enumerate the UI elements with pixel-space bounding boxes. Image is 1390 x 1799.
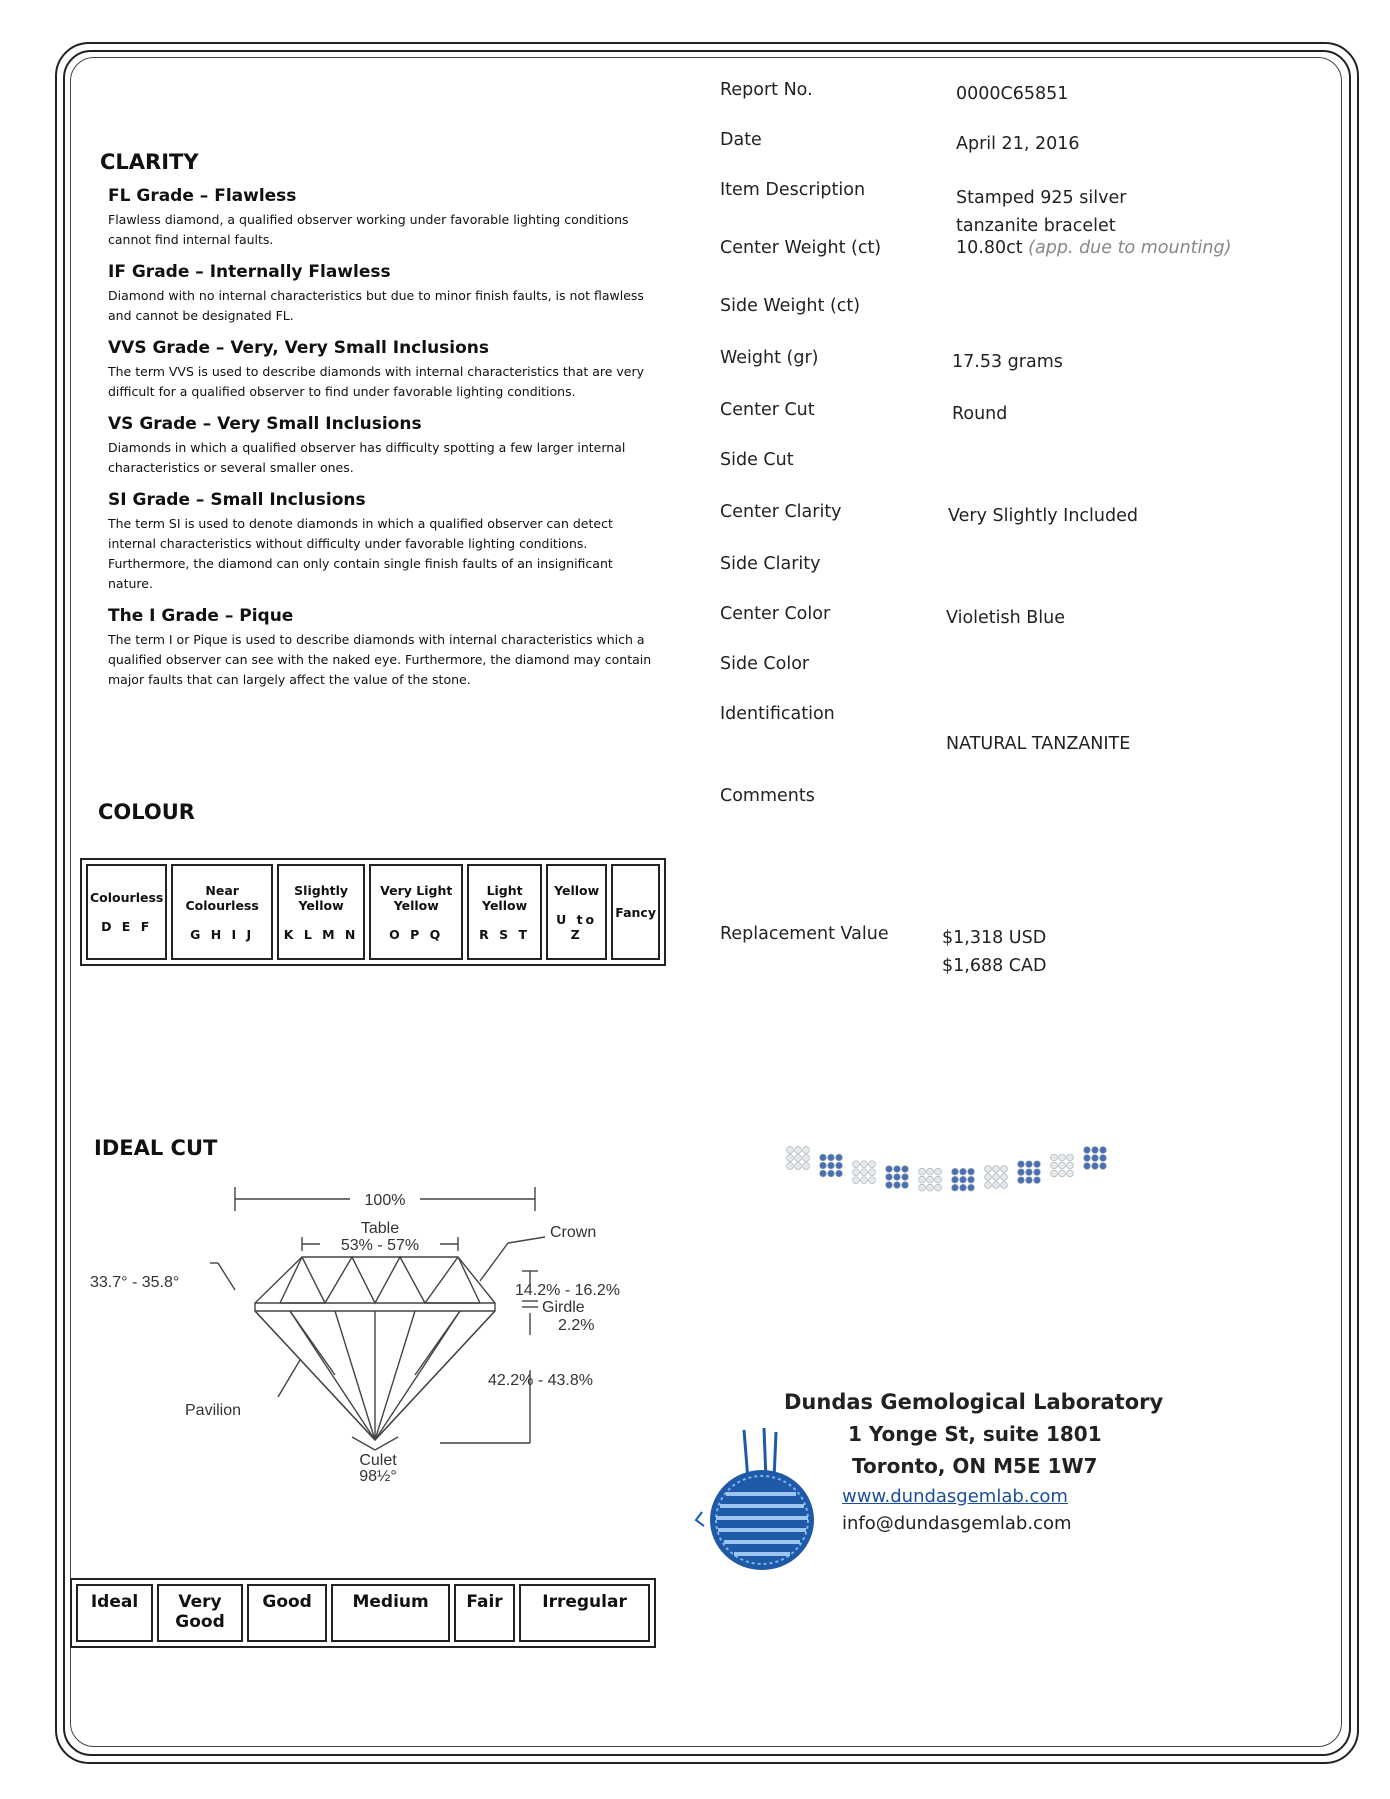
table-label: Table	[360, 1220, 400, 1237]
bracelet-stone	[919, 1168, 926, 1175]
bracelet-stone	[968, 1176, 975, 1183]
bracelet-stone	[952, 1184, 959, 1191]
bracelet-stone	[1034, 1177, 1041, 1184]
bracelet-stone	[985, 1182, 992, 1189]
bracelet-stone	[1067, 1154, 1074, 1161]
colour-code: K L M N	[283, 926, 359, 942]
field-value-line2: $1,688 CAD	[942, 956, 1047, 976]
bracelet-stone	[968, 1168, 975, 1175]
crown-height-label: 14.2% - 16.2%	[515, 1282, 620, 1299]
bracelet-stone	[985, 1166, 992, 1173]
field-value: Violetish Blue	[946, 608, 1066, 628]
bracelet-stone	[1051, 1162, 1058, 1169]
cut-grade-cell: Ideal	[76, 1584, 153, 1642]
bracelet-stone	[1059, 1162, 1066, 1169]
colour-code: G H I J	[190, 926, 255, 942]
bracelet-stone	[1001, 1182, 1008, 1189]
bracelet-stone	[869, 1177, 876, 1184]
bracelet-stone	[935, 1176, 942, 1183]
field-value: 10.80ct	[956, 238, 1023, 258]
bracelet-photo	[780, 1120, 1120, 1240]
total-width-label: 100%	[364, 1192, 406, 1209]
bracelet-stone	[886, 1174, 893, 1181]
clarity-grade	[100, 414, 660, 478]
field-label: Center Clarity	[720, 502, 842, 522]
cut-grade-table	[70, 1578, 656, 1648]
bracelet-stone	[803, 1147, 810, 1154]
bracelet-stone	[1084, 1163, 1091, 1170]
grade-heading: VS Grade – Very Small Inclusions	[108, 414, 422, 434]
field-label: Side Weight (ct)	[720, 296, 861, 316]
bracelet-stone	[960, 1168, 967, 1175]
bracelet-stone	[1034, 1161, 1041, 1168]
bracelet-stone	[869, 1161, 876, 1168]
bracelet-stone	[1084, 1147, 1091, 1154]
colour-cell	[86, 864, 167, 960]
bracelet-stone	[927, 1168, 934, 1175]
field-label: Identification	[720, 704, 835, 724]
bracelet-stone	[1018, 1177, 1025, 1184]
bracelet-stone	[861, 1169, 868, 1176]
bracelet-stone	[935, 1168, 942, 1175]
field-value: NATURAL TANZANITE	[946, 734, 1131, 754]
bracelet-stone	[795, 1155, 802, 1162]
field-note: (app. due to mounting)	[1028, 238, 1232, 258]
girdle-value-label: 2.2%	[558, 1317, 595, 1334]
lab-email: info@dundasgemlab.com	[842, 1513, 1072, 1534]
colour-name: Fancy	[615, 904, 656, 920]
colour-cell	[467, 864, 542, 960]
bracelet-stone	[836, 1170, 843, 1177]
bracelet-stone	[902, 1174, 909, 1181]
field-label: Replacement Value	[720, 924, 889, 944]
field-label: Center Cut	[720, 400, 815, 420]
bracelet-stone	[1018, 1161, 1025, 1168]
colour-cell	[277, 864, 365, 960]
bracelet-stone	[1067, 1162, 1074, 1169]
bracelet-stone	[1100, 1155, 1107, 1162]
bracelet-stone	[927, 1184, 934, 1191]
clarity-grade	[100, 338, 660, 402]
bracelet-stone	[1092, 1155, 1099, 1162]
bracelet-stone	[853, 1169, 860, 1176]
bracelet-stone	[886, 1182, 893, 1189]
field-label: Side Clarity	[720, 554, 821, 574]
ideal-cut-title: IDEAL CUT	[94, 1136, 218, 1160]
bracelet-stone	[919, 1176, 926, 1183]
field-value-line2: tanzanite bracelet	[956, 216, 1116, 236]
field-label: Side Color	[720, 654, 810, 674]
bracelet-stone	[1001, 1174, 1008, 1181]
bracelet-stone	[902, 1166, 909, 1173]
culet-label: Culet	[359, 1452, 397, 1469]
clarity-grade	[100, 262, 660, 326]
bracelet-stone	[795, 1147, 802, 1154]
girdle-label: Girdle	[542, 1299, 585, 1316]
pavilion-depth-label: 42.2% - 43.8%	[488, 1372, 593, 1389]
lab-address-line2: Toronto, ON M5E 1W7	[852, 1454, 1098, 1478]
bracelet-stone	[985, 1174, 992, 1181]
crown-label: Crown	[550, 1224, 597, 1241]
bracelet-stone	[960, 1184, 967, 1191]
bracelet-stone	[993, 1182, 1000, 1189]
bracelet-stone	[1084, 1155, 1091, 1162]
bracelet-stone	[1026, 1177, 1033, 1184]
bracelet-stone	[1092, 1163, 1099, 1170]
lab-name: Dundas Gemological Laboratory	[784, 1390, 1164, 1414]
bracelet-stone	[993, 1174, 1000, 1181]
field-label: Report No.	[720, 80, 813, 100]
clarity-title: CLARITY	[100, 150, 199, 174]
bracelet-stone	[1092, 1147, 1099, 1154]
bracelet-stone	[853, 1161, 860, 1168]
bracelet-stone	[1059, 1154, 1066, 1161]
bracelet-stone	[1059, 1170, 1066, 1177]
crown-angle-label: 33.7° - 35.8°	[90, 1274, 180, 1291]
grade-description: The term SI is used to denote diamonds in which a qualified observer can detect internal characteristics without difficulty under favorable lighting conditions. Furthermore, the diamond can only contain single finish faults of an insignificant nature.	[108, 516, 613, 591]
pavilion-label: Pavilion	[185, 1402, 242, 1419]
colour-cell	[369, 864, 463, 960]
colour-code: D E F	[101, 919, 153, 934]
grade-heading: FL Grade – Flawless	[108, 186, 297, 206]
bracelet-stone	[828, 1162, 835, 1169]
bracelet-stone	[820, 1162, 827, 1169]
colour-name: Light Yellow	[482, 882, 528, 913]
colour-code: R S T	[479, 926, 531, 942]
table-range-label: 53% - 57%	[340, 1237, 420, 1254]
field-label: Center Weight (ct)	[720, 238, 882, 258]
cut-grade-cell: Medium	[331, 1584, 450, 1642]
bracelet-stone	[795, 1163, 802, 1170]
bracelet-stone	[803, 1155, 810, 1162]
cut-grade-cell: Fair	[454, 1584, 515, 1642]
bracelet-stone	[1051, 1154, 1058, 1161]
cut-grade-cell: Very Good	[157, 1584, 243, 1642]
bracelet-stone	[1100, 1147, 1107, 1154]
bracelet-stone	[968, 1184, 975, 1191]
culet-value-label: 98½°	[359, 1468, 397, 1485]
bracelet-stone	[1026, 1161, 1033, 1168]
colour-cell	[611, 864, 660, 960]
clarity-grade	[100, 186, 660, 250]
bracelet-stone	[1001, 1166, 1008, 1173]
field-label: Item Description	[720, 180, 866, 200]
clarity-section	[100, 150, 660, 690]
grade-heading: The I Grade – Pique	[108, 606, 294, 626]
grade-heading: VVS Grade – Very, Very Small Inclusions	[108, 338, 490, 358]
bracelet-stone	[853, 1177, 860, 1184]
clarity-grade	[100, 490, 660, 594]
bracelet-stone	[820, 1154, 827, 1161]
colour-cell	[546, 864, 607, 960]
colour-code: U to Z	[556, 911, 598, 942]
colour-code: O P Q	[389, 926, 444, 942]
colour-cell	[171, 864, 273, 960]
lab-contact	[760, 1390, 1163, 1534]
bracelet-stone	[902, 1182, 909, 1189]
colour-name: Colourless	[90, 890, 164, 905]
bracelet-stone	[960, 1176, 967, 1183]
field-value: Round	[952, 404, 1008, 424]
field-value: Stamped 925 silver	[956, 188, 1127, 208]
cut-grade-cell: Good	[247, 1584, 327, 1642]
colour-name: Slightly Yellow	[294, 882, 348, 913]
lab-website-link[interactable]: www.dundasgemlab.com	[842, 1486, 1068, 1507]
grade-description: The term I or Pique is used to describe diamonds with internal characteristics which a qualified observer can see with the naked eye. Furthermore, the diamond may contain major faults that can largely affect the value of the stone.	[108, 632, 652, 687]
bracelet-stone	[836, 1154, 843, 1161]
clarity-grade	[100, 606, 660, 690]
field-value: 0000C65851	[956, 84, 1069, 104]
grade-description: The term VVS is used to describe diamonds with internal characteristics that are very difficult for a qualified observer to find under favorable lighting conditions.	[108, 364, 645, 399]
field-value: April 21, 2016	[956, 134, 1080, 154]
colour-scale-table	[80, 858, 666, 966]
bracelet-stone	[869, 1169, 876, 1176]
field-value: Very Slightly Included	[948, 506, 1138, 526]
bracelet-stone	[952, 1168, 959, 1175]
cut-grade-cell: Irregular	[519, 1584, 650, 1642]
bracelet-stone	[927, 1176, 934, 1183]
grade-description: Diamonds in which a qualified observer has difficulty spotting a few larger internal characteristics or several smaller ones.	[108, 440, 626, 475]
field-label: Date	[720, 130, 762, 150]
bracelet-stone	[803, 1163, 810, 1170]
bracelet-stone	[787, 1163, 794, 1170]
bracelet-stone	[820, 1170, 827, 1177]
bracelet-stone	[828, 1154, 835, 1161]
bracelet-stone	[894, 1166, 901, 1173]
field-value: 17.53 grams	[952, 352, 1063, 372]
grade-description: Flawless diamond, a qualified observer working under favorable lighting conditions cannot find internal faults.	[108, 212, 629, 247]
bracelet-stone	[1100, 1163, 1107, 1170]
colour-name: Near Colourless	[185, 882, 259, 913]
field-value-group	[956, 234, 1231, 262]
bracelet-stone	[1051, 1170, 1058, 1177]
diamond-cut-diagram	[90, 1175, 650, 1505]
colour-title: COLOUR	[98, 800, 195, 824]
bracelet-stone	[894, 1174, 901, 1181]
field-label: Side Cut	[720, 450, 794, 470]
colour-name: Very Light Yellow	[380, 882, 453, 913]
bracelet-stone	[894, 1182, 901, 1189]
bracelet-stone	[861, 1161, 868, 1168]
bracelet-stone	[1034, 1169, 1041, 1176]
bracelet-stone	[836, 1162, 843, 1169]
bracelet-stone	[952, 1176, 959, 1183]
bracelet-stone	[919, 1184, 926, 1191]
bracelet-stone	[1026, 1169, 1033, 1176]
field-label: Weight (gr)	[720, 348, 819, 368]
bracelet-stone	[993, 1166, 1000, 1173]
grade-description: Diamond with no internal characteristics but due to minor finish faults, is not flawless and cannot be designated FL.	[108, 288, 644, 323]
lab-address-line1: 1 Yonge St, suite 1801	[848, 1422, 1102, 1446]
field-label: Center Color	[720, 604, 831, 624]
grade-heading: IF Grade – Internally Flawless	[108, 262, 391, 282]
colour-name: Yellow	[554, 882, 600, 898]
bracelet-stone	[828, 1170, 835, 1177]
bracelet-stone	[787, 1147, 794, 1154]
bracelet-stone	[861, 1177, 868, 1184]
field-value: $1,318 USD	[942, 928, 1047, 948]
bracelet-stone	[787, 1155, 794, 1162]
grade-heading: SI Grade – Small Inclusions	[108, 490, 366, 510]
field-label: Comments	[720, 786, 815, 806]
bracelet-stone	[1018, 1169, 1025, 1176]
bracelet-stone	[935, 1184, 942, 1191]
bracelet-stone	[1067, 1170, 1074, 1177]
bracelet-stone	[886, 1166, 893, 1173]
